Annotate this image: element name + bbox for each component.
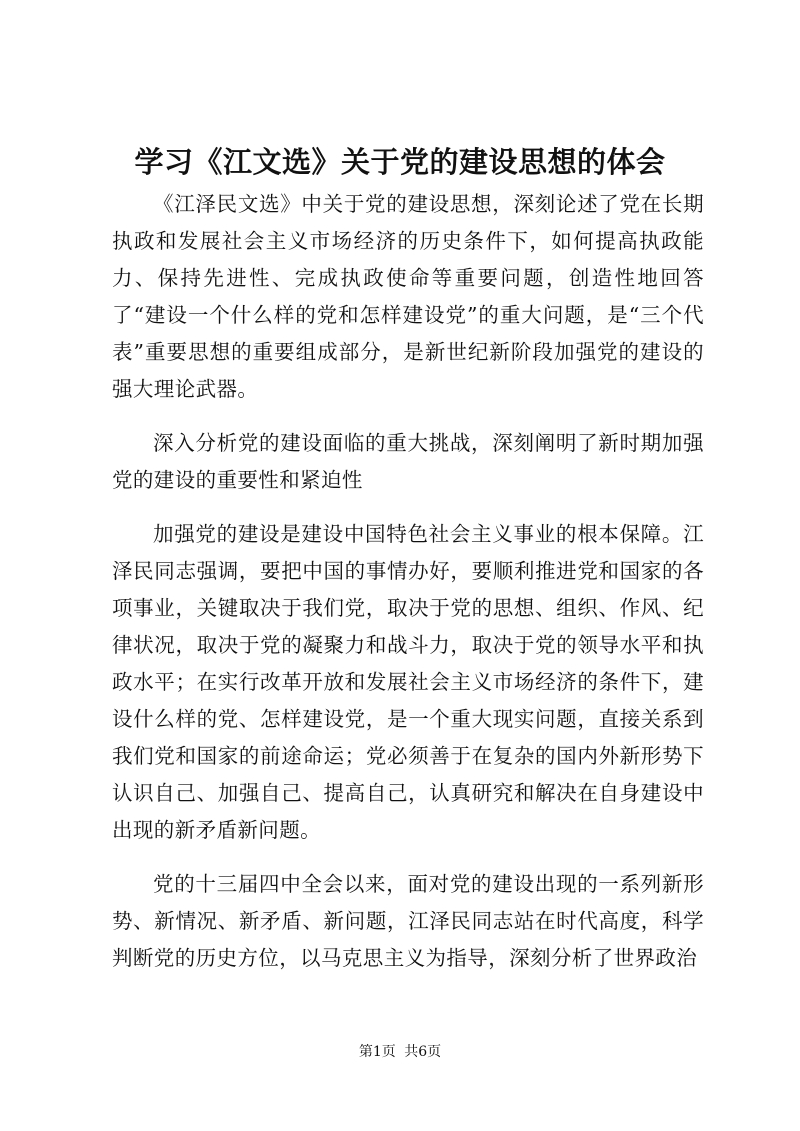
document-title: 学习《江文选》关于党的建设思想的体会 bbox=[134, 145, 666, 179]
page-total: 共6页 bbox=[404, 1044, 442, 1060]
document-body bbox=[112, 186, 704, 994]
paragraph-3: 加强党的建设是建设中国特色社会主义事业的根本保障。江泽民同志强调，要把中国的事情办好，要顺利推进党和国家的各项事业，关键取决于我们党，取决于党的思想、组织、作风、纪律状况，取决于党的凝聚力和战斗力，取决于党的领导水平和执政水平；在实行改革开放和发展社会主义市场经济的条件下，建设什么样的党、怎样建设党，是一个重大现实问题，直接关系到我们党和国家的前途命运；党必须善于在复杂的国内外新形势下认识自己、加强自己、提高自己，认真研究和解决在自身建设中出现的新矛盾新问题。 bbox=[112, 522, 704, 842]
page-number: 第1页 bbox=[358, 1044, 396, 1060]
paragraph-1: 《江泽民文选》中关于党的建设思想，深刻论述了党在长期执政和发展社会主义市场经济的历史条件下，如何提高执政能力、保持先进性、完成执政使命等重要问题，创造性地回答了“建设一个什么样的党和怎样建设党”的重大问题，是“三个代表”重要思想的重要组成部分，是新世纪新阶段加强党的建设的强大理论武器。 bbox=[112, 192, 704, 401]
paragraph-2: 深入分析党的建设面临的重大挑战，深刻阐明了新时期加强党的建设的重要性和紧迫性 bbox=[112, 431, 704, 492]
paragraph-4: 党的十三届四中全会以来，面对党的建设出现的一系列新形势、新情况、新矛盾、新问题，江泽民同志站在时代高度，科学判断党的历史方位，以马克思主义为指导，深刻分析了世界政治 bbox=[112, 872, 704, 970]
page-footer bbox=[0, 1042, 800, 1062]
